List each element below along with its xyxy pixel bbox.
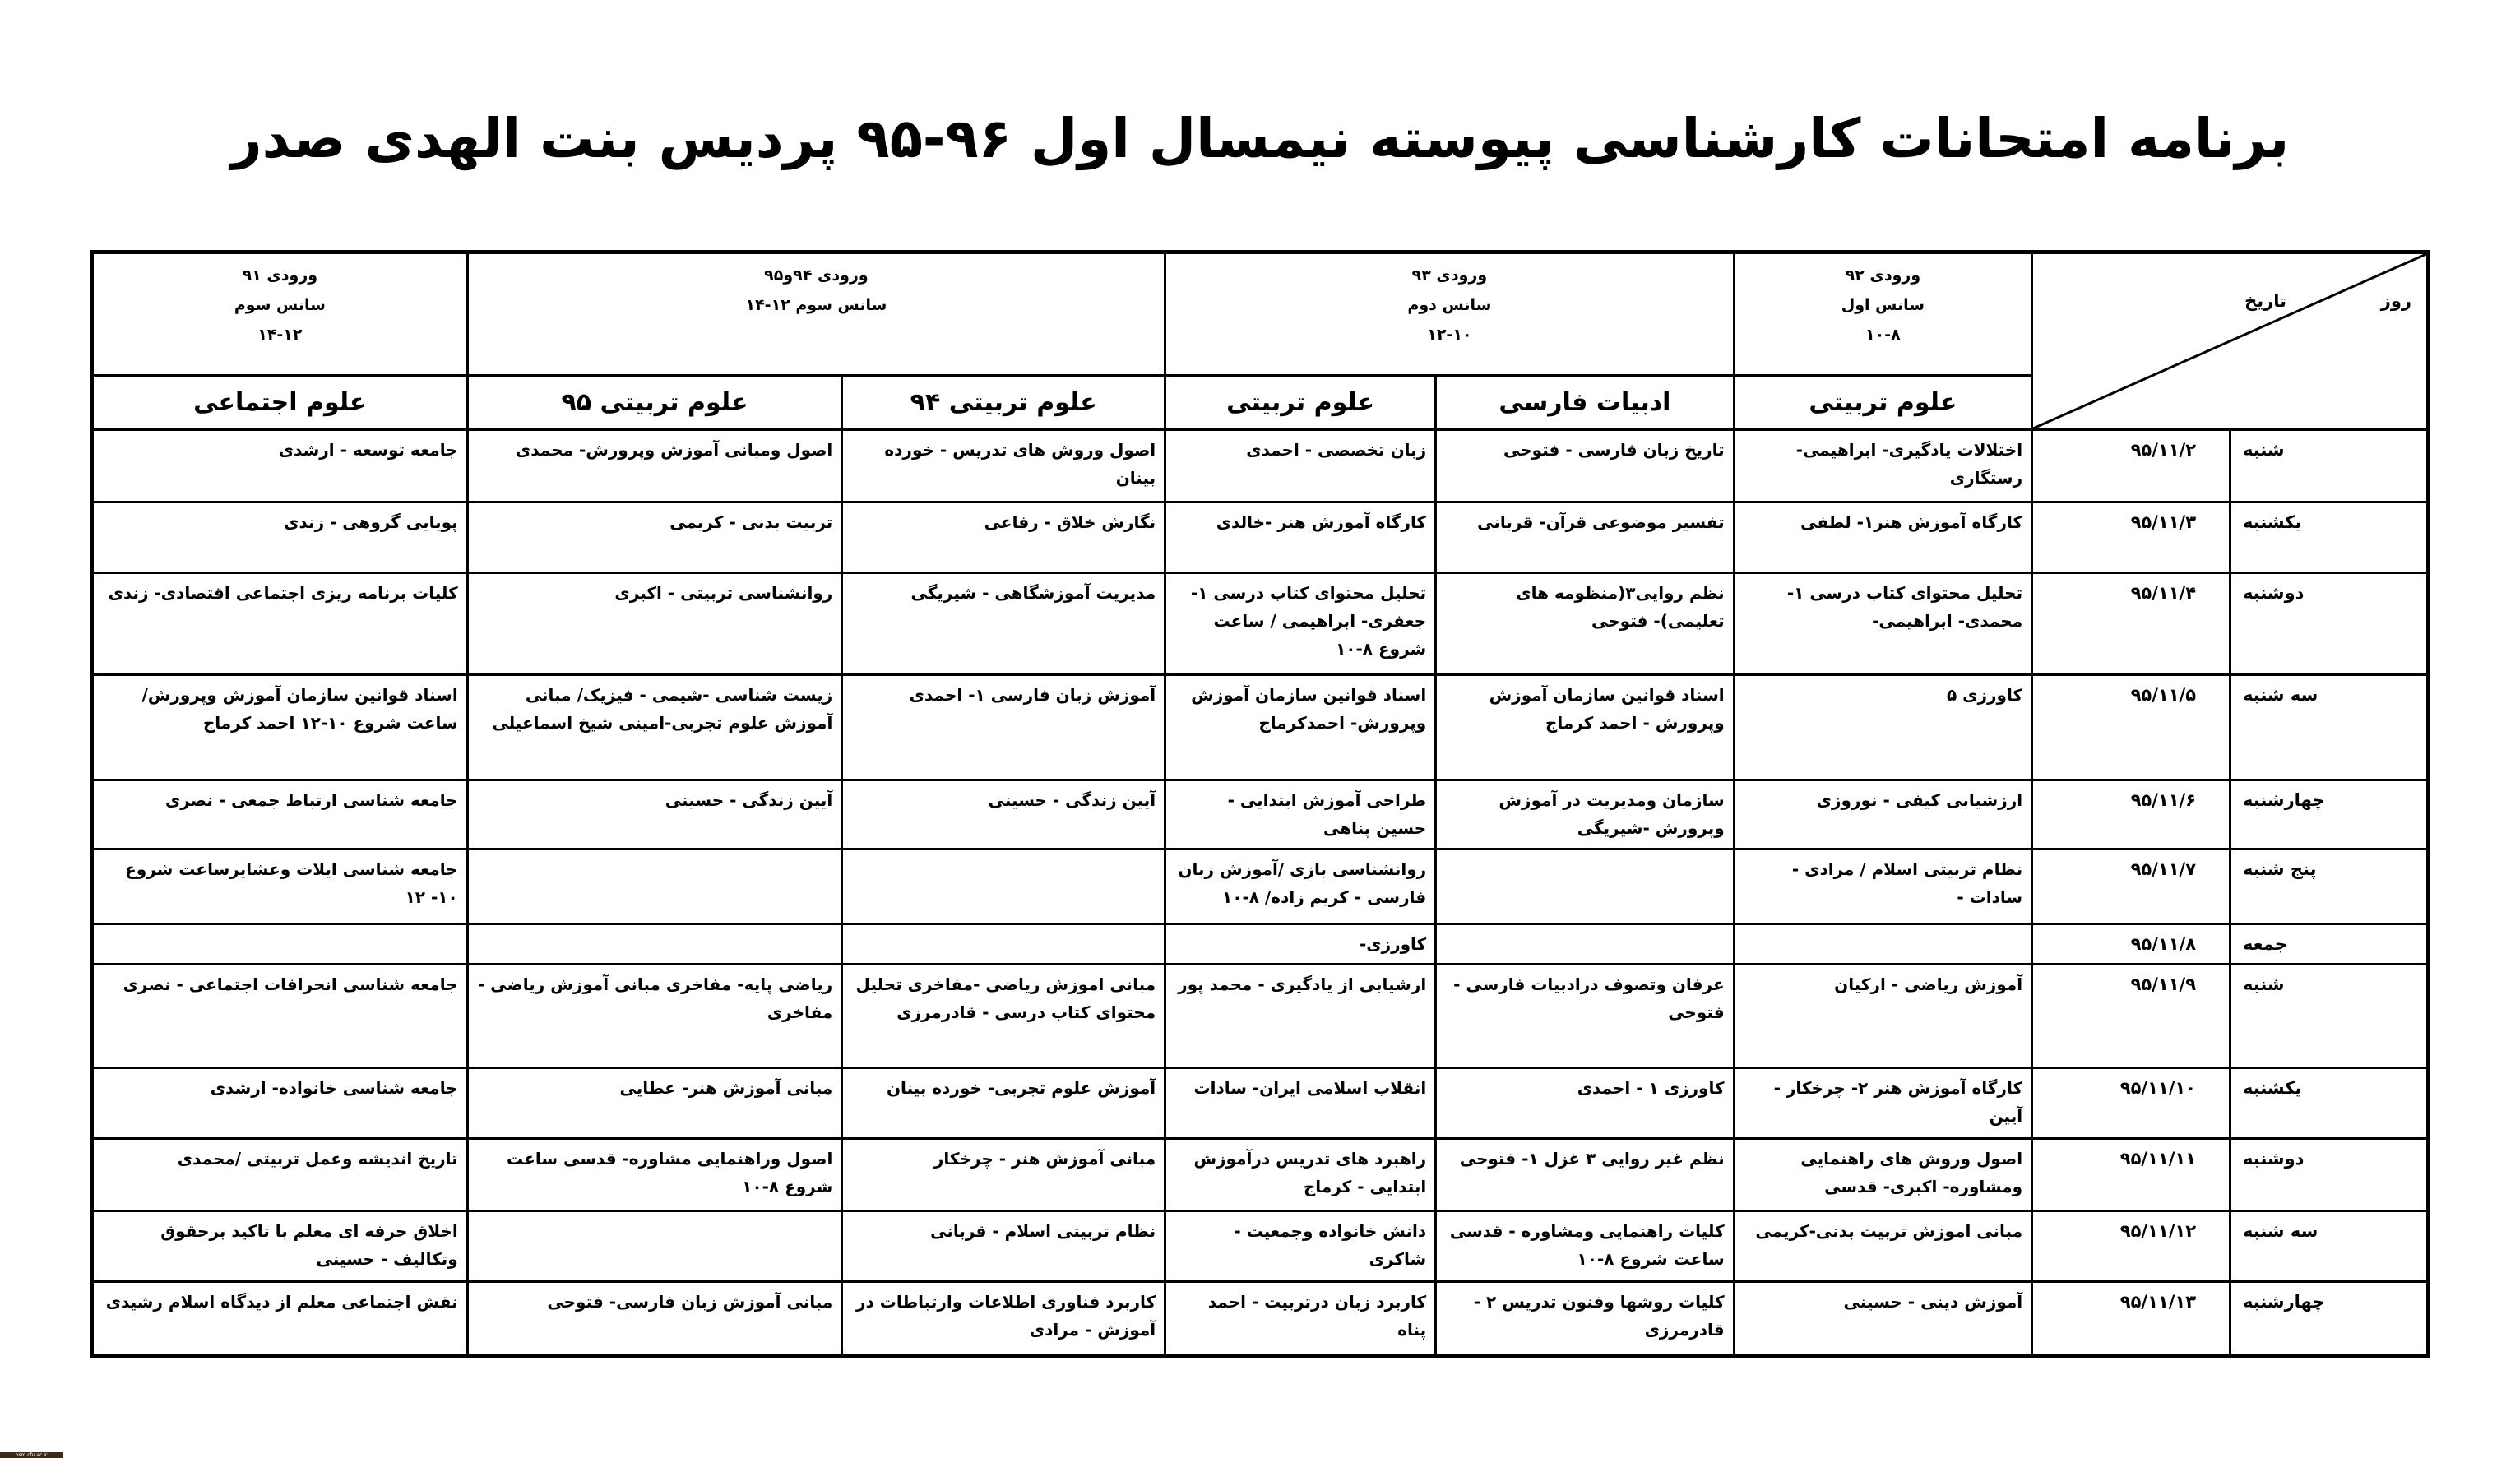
exam-course-cell: نظم روایی۳(منظومه های تعلیمی)- فتوحی: [1436, 573, 1734, 675]
exam-course-cell: اسناد قوانین سازمان آموزش وپرورش/ساعت شروع ۱۰-۱۲ احمد کرماج: [92, 675, 468, 780]
exam-course-cell: ارشیابی از یادگیری - محمد پور: [1165, 964, 1436, 1067]
exam-course-cell: کلیات روشها وفنون تدریس ۲ - قادرمرزی: [1436, 1281, 1734, 1355]
exam-day-row: [92, 964, 2429, 1067]
exam-course-cell: مدیریت آموزشگاهی - شیریگی: [842, 573, 1165, 675]
diagonal-divider: [2033, 254, 2426, 428]
exam-course-cell: زیست شناسی -شیمی - فیزیک/ مبانی آموزش علوم تجربی-امینی شیخ اسماعیلی: [467, 675, 842, 780]
date-cell: ۹۵/۱۱/۵: [2032, 675, 2230, 780]
exam-course-cell: کاورزی ۵: [1734, 675, 2031, 780]
exam-course-cell: سازمان ومدیریت در آموزش وپرورش -شیریگی: [1436, 780, 1734, 849]
exam-course-cell: [842, 923, 1165, 964]
exam-course-cell: [92, 923, 468, 964]
exam-course-cell: آیین زندگی - حسینی: [842, 780, 1165, 849]
day-cell: دوشنبه: [2230, 1138, 2429, 1210]
exam-course-cell: کلیات برنامه ریزی اجتماعی اقتصادی- زندی: [92, 573, 468, 675]
subject-header: علوم تربیتی ۹۴: [842, 376, 1165, 430]
exam-course-cell: روانشناسی تربیتی - اکبری: [467, 573, 842, 675]
exam-day-row: [92, 573, 2429, 675]
exam-course-cell: راهبرد های تدریس درآموزش ابتدایی - کرماج: [1165, 1138, 1436, 1210]
exam-course-cell: مبانی اموزش ریاضی -مفاخری تحلیل محتوای کتاب درسی - قادرمرزی: [842, 964, 1165, 1067]
group-header-92: [1734, 252, 2031, 376]
group-time-label: ۱۴-۱۲: [257, 326, 303, 344]
exam-course-cell: جامعه شناسی ارتباط جمعی - نصری: [92, 780, 468, 849]
exam-course-cell: [1734, 923, 2031, 964]
exam-course-cell: آموزش دینی - حسینی: [1734, 1281, 2031, 1355]
group-entry-label: ورودی ۹۴و۹۵: [764, 266, 869, 285]
exam-course-cell: کارگاه آموزش هنر ۲- چرخکار - آیین: [1734, 1067, 2031, 1138]
day-cell: شنبه: [2230, 430, 2429, 502]
exam-course-cell: پویایی گروهی - زندی: [92, 502, 468, 573]
exam-course-cell: جامعه شناسی خانواده- ارشدی: [92, 1067, 468, 1138]
subject-header: ادبیات فارسی: [1436, 376, 1734, 430]
date-cell: ۹۵/۱۱/۲: [2032, 430, 2230, 502]
date-cell: ۹۵/۱۱/۱۲: [2032, 1210, 2230, 1281]
group-session-label: سانس اول: [1841, 296, 1925, 314]
exam-course-cell: تحلیل محتوای کتاب درسی ۱- محمدی- ابراهیمی-: [1734, 573, 2031, 675]
exam-course-cell: اصول وروش های راهنمایی ومشاوره- اکبری- قدسی: [1734, 1138, 2031, 1210]
group-header-row: [92, 252, 2429, 376]
group-entry-label: ورودی ۹۳: [1411, 266, 1488, 285]
exam-course-cell: نظام تربیتی اسلام / مرادی - سادات -: [1734, 849, 2031, 923]
exam-course-cell: انقلاب اسلامی ایران- سادات: [1165, 1067, 1436, 1138]
date-cell: ۹۵/۱۱/۱۱: [2032, 1138, 2230, 1210]
subject-header: علوم تربیتی ۹۵: [467, 376, 842, 430]
exam-course-cell: تاریخ اندیشه وعمل تربیتی /محمدی: [92, 1138, 468, 1210]
exam-day-row: [92, 923, 2429, 964]
exam-course-cell: جامعه شناسی ایلات وعشایرساعت شروع ۱۰- ۱۲: [92, 849, 468, 923]
exam-course-cell: [467, 849, 842, 923]
exam-course-cell: اختلالات یادگیری- ابراهیمی- رستگاری: [1734, 430, 2031, 502]
exam-course-cell: جامعه توسعه - ارشدی: [92, 430, 468, 502]
day-cell: پنج شنبه: [2230, 849, 2429, 923]
footer-url-badge[interactable]: bsm.cfu.ac.ir: [0, 1452, 63, 1458]
exam-course-cell: [467, 923, 842, 964]
date-cell: ۹۵/۱۱/۱۰: [2032, 1067, 2230, 1138]
subject-header: علوم اجتماعی: [92, 376, 468, 430]
exam-course-cell: زبان تخصصی - احمدی: [1165, 430, 1436, 502]
exam-day-row: [92, 1210, 2429, 1281]
exam-course-cell: آیین زندگی - حسینی: [467, 780, 842, 849]
exam-course-cell: اصول وروش های تدریس - خورده بینان: [842, 430, 1165, 502]
exam-course-cell: کاربرد فناوری اطلاعات وارتباطات در آموزش - مرادی: [842, 1281, 1165, 1355]
exam-course-cell: تحلیل محتوای کتاب درسی ۱- جعفری- ابراهیمی / ساعت شروع ۸-۱۰: [1165, 573, 1436, 675]
exam-day-row: [92, 1281, 2429, 1355]
exam-course-cell: کارگاه آموزش هنر۱- لطفی: [1734, 502, 2031, 573]
day-cell: چهارشنبه: [2230, 1281, 2429, 1355]
exam-day-row: [92, 430, 2429, 502]
exam-course-cell: دانش خانواده وجمعیت - شاکری: [1165, 1210, 1436, 1281]
exam-course-cell: کاورزی-: [1165, 923, 1436, 964]
exam-course-cell: کاربرد زبان درتربیت - احمد پناه: [1165, 1281, 1436, 1355]
exam-day-row: [92, 780, 2429, 849]
exam-day-row: [92, 1138, 2429, 1210]
group-session-label: سانس سوم: [234, 296, 326, 314]
day-cell: شنبه: [2230, 964, 2429, 1067]
group-entry-label: ورودی ۹۲: [1845, 266, 1921, 285]
exam-course-cell: مبانی آموزش هنر - چرخکار: [842, 1138, 1165, 1210]
exam-course-cell: اصول ومبانی آموزش وپرورش- محمدی: [467, 430, 842, 502]
exam-course-cell: نظم غیر روایی ۳ غزل ۱- فتوحی: [1436, 1138, 1734, 1210]
exam-course-cell: مبانی آموزش هنر- عطایی: [467, 1067, 842, 1138]
day-cell: سه شنبه: [2230, 675, 2429, 780]
exam-course-cell: جامعه شناسی انحرافات اجتماعی - نصری: [92, 964, 468, 1067]
exam-course-cell: کارگاه آموزش هنر -خالدی: [1165, 502, 1436, 573]
page-title: برنامه امتحانات کارشناسی پیوسته نیمسال اول ۹۶-۹۵ پردیس بنت الهدی صدر: [230, 107, 2290, 170]
date-cell: ۹۵/۱۱/۴: [2032, 573, 2230, 675]
exam-course-cell: نظام تربیتی اسلام - قربانی: [842, 1210, 1165, 1281]
exam-course-cell: نقش اجتماعی معلم از دیدگاه اسلام رشیدی: [92, 1281, 468, 1355]
exam-course-cell: مبانی اموزش تربیت بدنی-کریمی: [1734, 1210, 2031, 1281]
exam-course-cell: آموزش علوم تجربی- خورده بینان: [842, 1067, 1165, 1138]
day-date-corner-header: [2032, 252, 2429, 430]
exam-day-row: [92, 675, 2429, 780]
exam-course-cell: اصول وراهنمایی مشاوره- قدسی ساعت شروع ۸-۱۰: [467, 1138, 842, 1210]
group-header-93: [1165, 252, 1735, 376]
schedule-body: [92, 430, 2429, 1356]
date-column-label: تاریخ: [2244, 291, 2286, 311]
exam-course-cell: طراحی آموزش ابتدایی - حسین پناهی: [1165, 780, 1436, 849]
exam-course-cell: تاریخ زبان فارسی - فتوحی: [1436, 430, 1734, 502]
group-header-91: [92, 252, 468, 376]
day-cell: دوشنبه: [2230, 573, 2429, 675]
day-cell: یکشنبه: [2230, 502, 2429, 573]
day-column-label: روز: [2380, 291, 2411, 311]
exam-course-cell: تربیت بدنی - کریمی: [467, 502, 842, 573]
exam-course-cell: اسناد قوانین سازمان آموزش وپرورش - احمد کرماج: [1436, 675, 1734, 780]
group-header-94-95: [467, 252, 1165, 376]
exam-course-cell: آموزش زبان فارسی ۱- احمدی: [842, 675, 1165, 780]
subject-header: علوم تربیتی: [1734, 376, 2031, 430]
exam-course-cell: ریاضی پایه- مفاخری مبانی آموزش ریاضی - مفاخری: [467, 964, 842, 1067]
group-entry-label: ورودی ۹۱: [242, 266, 318, 285]
date-cell: ۹۵/۱۱/۱۳: [2032, 1281, 2230, 1355]
date-cell: ۹۵/۱۱/۶: [2032, 780, 2230, 849]
exam-course-cell: عرفان وتصوف درادبیات فارسی - فتوحی: [1436, 964, 1734, 1067]
exam-course-cell: نگارش خلاق - رفاعی: [842, 502, 1165, 573]
exam-course-cell: [1436, 849, 1734, 923]
group-session-label: سانس سوم ۱۲-۱۴: [745, 296, 887, 314]
exam-day-row: [92, 1067, 2429, 1138]
group-time-label: ۱۲-۱۰: [1427, 326, 1472, 344]
date-cell: ۹۵/۱۱/۷: [2032, 849, 2230, 923]
exam-course-cell: روانشناسی بازی /آموزش زبان فارسی - کریم زاده/ ۸-۱۰: [1165, 849, 1436, 923]
exam-course-cell: اسناد قوانین سازمان آموزش وپرورش- احمدکرماج: [1165, 675, 1436, 780]
group-session-label: سانس دوم: [1407, 296, 1492, 314]
exam-course-cell: مبانی آموزش زبان فارسی- فتوحی: [467, 1281, 842, 1355]
exam-day-row: [92, 502, 2429, 573]
exam-course-cell: [842, 849, 1165, 923]
date-cell: ۹۵/۱۱/۳: [2032, 502, 2230, 573]
date-cell: ۹۵/۱۱/۸: [2032, 923, 2230, 964]
exam-course-cell: کلیات راهنمایی ومشاوره - قدسی ساعت شروع ۸-۱۰: [1436, 1210, 1734, 1281]
exam-course-cell: [467, 1210, 842, 1281]
exam-course-cell: کاورزی ۱ - احمدی: [1436, 1067, 1734, 1138]
exam-schedule-table: [90, 250, 2430, 1358]
exam-course-cell: اخلاق حرفه ای معلم با تاکید برحقوق وتکالیف - حسینی: [92, 1210, 468, 1281]
day-cell: جمعه: [2230, 923, 2429, 964]
exam-day-row: [92, 849, 2429, 923]
exam-course-cell: ارزشیابی کیفی - نوروزی: [1734, 780, 2031, 849]
exam-course-cell: [1436, 923, 1734, 964]
date-cell: ۹۵/۱۱/۹: [2032, 964, 2230, 1067]
day-cell: چهارشنبه: [2230, 780, 2429, 849]
day-cell: یکشنبه: [2230, 1067, 2429, 1138]
group-time-label: ۱۰-۸: [1865, 326, 1901, 344]
exam-course-cell: آموزش ریاضی - ارکیان: [1734, 964, 2031, 1067]
exam-course-cell: تفسیر موضوعی قرآن- قربانی: [1436, 502, 1734, 573]
day-cell: سه شنبه: [2230, 1210, 2429, 1281]
subject-header: علوم تربیتی: [1165, 376, 1436, 430]
